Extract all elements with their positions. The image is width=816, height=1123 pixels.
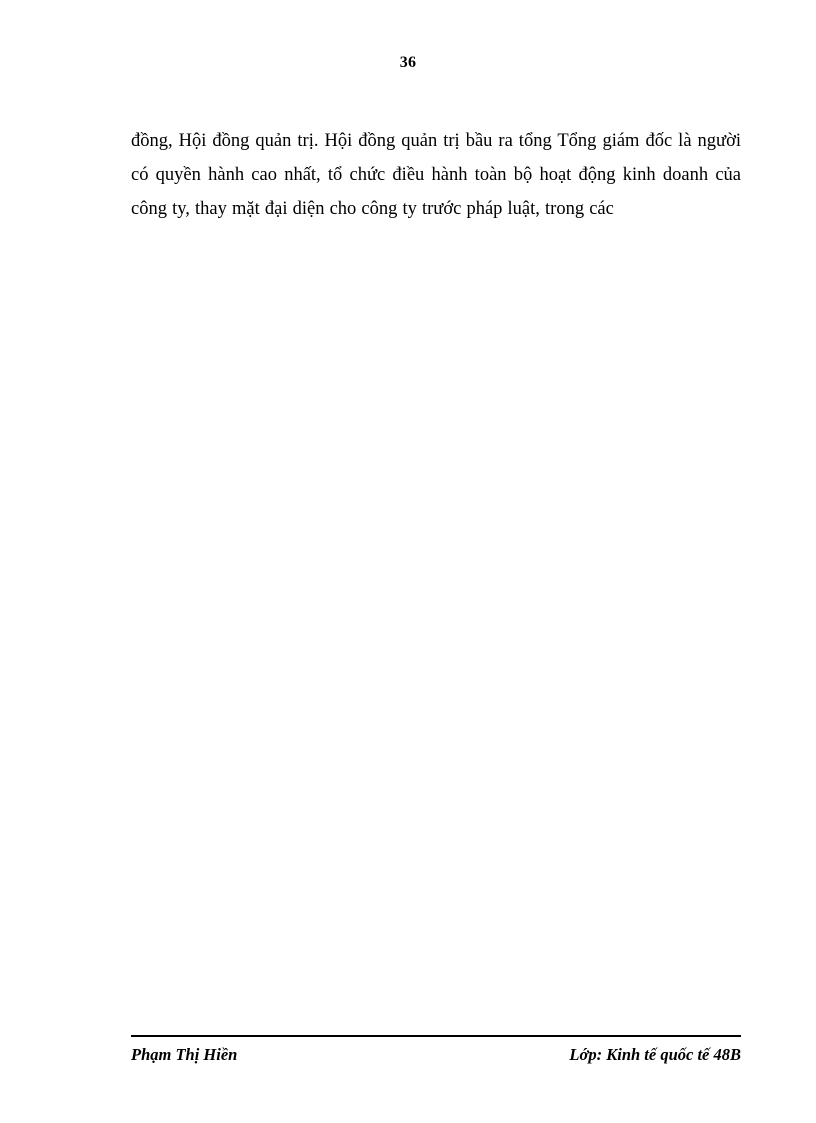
footer-row bbox=[131, 1045, 741, 1065]
footer-author: Phạm Thị Hiền bbox=[131, 1045, 238, 1064]
body-text-block bbox=[131, 124, 741, 226]
footer-divider bbox=[131, 1035, 741, 1037]
body-paragraph: đồng, Hội đồng quản trị. Hội đồng quản trị bầu ra tổng Tổng giám đốc là người có quyền hành cao nhất, tổ chức điều hành toàn bộ hoạt động kinh doanh của công ty, thay mặt đại diện cho công ty trước pháp luật, trong các bbox=[131, 131, 741, 219]
page-number: 36 bbox=[399, 54, 417, 71]
footer-class: Lớp: Kinh tế quốc tế 48B bbox=[569, 1045, 741, 1064]
page-footer bbox=[131, 1035, 741, 1065]
